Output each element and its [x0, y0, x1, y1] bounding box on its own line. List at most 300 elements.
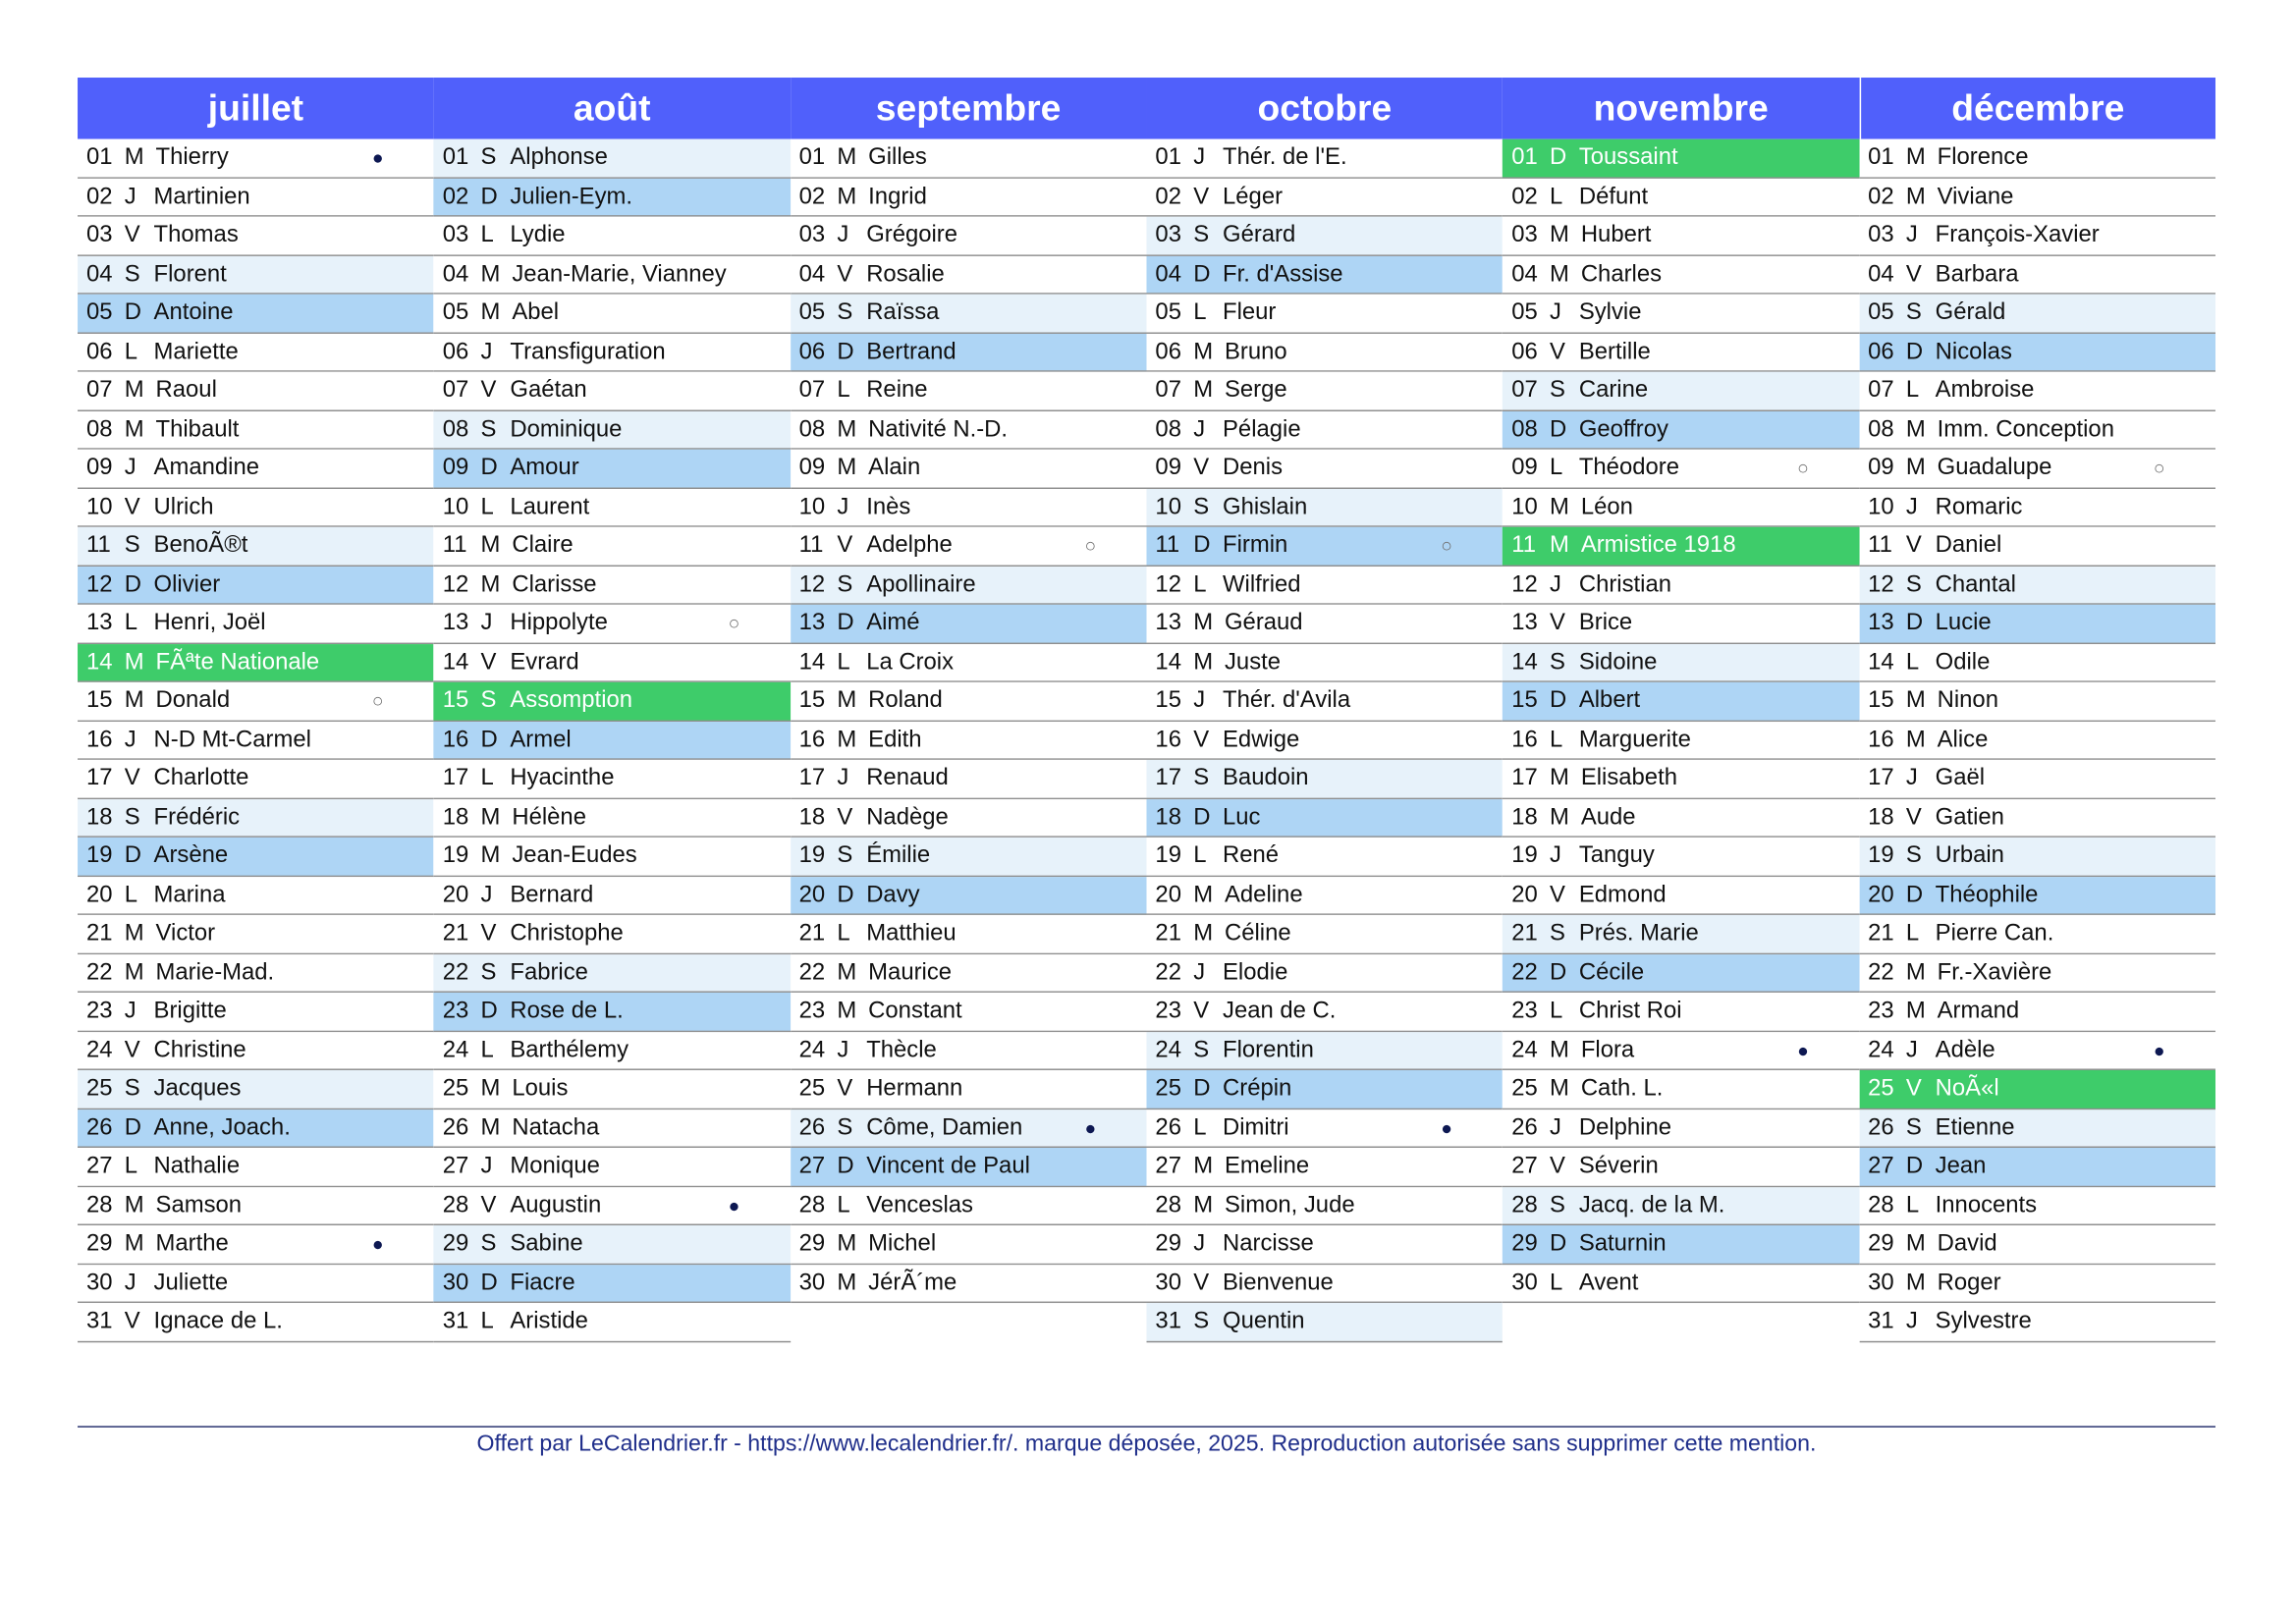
day-row	[1503, 488, 1859, 527]
weekday-letter: M	[1193, 610, 1214, 636]
saint-name: Ninon	[1937, 687, 1998, 714]
day-number: 31	[85, 1309, 113, 1334]
weekday-letter: M	[837, 184, 857, 209]
weekday-letter: L	[1193, 299, 1207, 326]
day-row	[1503, 566, 1859, 605]
weekday-letter: L	[480, 494, 494, 519]
saint-name: Léon	[1580, 494, 1633, 519]
day-row	[1146, 838, 1503, 877]
day-row	[791, 605, 1147, 644]
saint-name: Edith	[868, 727, 922, 752]
day-number: 09	[798, 455, 826, 481]
day-number: 30	[1868, 1270, 1894, 1295]
day-row	[78, 798, 434, 838]
day-number: 20	[1511, 882, 1538, 907]
day-row	[1503, 410, 1859, 450]
saint-name: Urbain	[1935, 842, 2004, 869]
day-number: 29	[442, 1230, 469, 1257]
day-number: 22	[798, 959, 826, 985]
saint-name: Ignace de L.	[153, 1309, 283, 1334]
day-number: 03	[1511, 222, 1538, 247]
month-column	[434, 78, 791, 1351]
weekday-letter: V	[837, 261, 853, 287]
day-row	[434, 876, 791, 915]
day-row	[1503, 953, 1859, 993]
saint-name: Adèle	[1935, 1037, 1995, 1062]
day-row	[1146, 605, 1503, 644]
weekday-letter: S	[1550, 649, 1565, 675]
day-number: 05	[442, 299, 469, 326]
saint-name: Davy	[866, 882, 920, 907]
saint-name: Gaël	[1935, 765, 1986, 791]
weekday-letter: V	[1193, 998, 1210, 1024]
day-row	[434, 798, 791, 838]
weekday-letter: M	[1905, 687, 1926, 714]
day-row	[434, 333, 791, 372]
day-row	[1146, 721, 1503, 760]
day-row	[1859, 721, 2215, 760]
day-row	[1859, 178, 2215, 217]
weekday-letter: V	[480, 649, 497, 675]
day-number: 19	[798, 842, 826, 869]
weekday-letter: V	[124, 765, 140, 791]
day-number: 12	[1511, 571, 1538, 597]
saint-name: JérÃ´me	[868, 1270, 957, 1295]
day-row	[1503, 1265, 1859, 1304]
day-number: 11	[1155, 532, 1180, 559]
weekday-letter: L	[837, 649, 850, 675]
day-row	[78, 1187, 434, 1226]
saint-name: Constant	[868, 998, 962, 1024]
day-number: 28	[442, 1192, 469, 1217]
saint-name: Fabrice	[510, 959, 588, 985]
day-row	[791, 372, 1147, 411]
day-row	[791, 838, 1147, 877]
day-number: 05	[85, 299, 113, 326]
day-number: 15	[1155, 687, 1181, 714]
saint-name: Etienne	[1935, 1114, 2015, 1140]
new-moon-icon: ●	[1441, 1115, 1453, 1139]
day-row	[1859, 682, 2215, 722]
day-number: 14	[1868, 649, 1894, 675]
weekday-letter: J	[1193, 687, 1206, 714]
day-number: 27	[442, 1153, 469, 1179]
saint-name: Gérard	[1223, 222, 1296, 247]
weekday-letter: M	[837, 1270, 857, 1295]
saint-name: Hyacinthe	[510, 765, 615, 791]
weekday-letter: S	[837, 571, 853, 597]
saint-name: Viviane	[1937, 184, 2014, 209]
weekday-letter: V	[1905, 1075, 1922, 1102]
saint-name: Ulrich	[153, 494, 214, 519]
day-row	[78, 605, 434, 644]
day-row	[1146, 255, 1503, 295]
weekday-letter: M	[1550, 1037, 1569, 1062]
day-number: 29	[85, 1230, 113, 1257]
day-row	[78, 643, 434, 682]
weekday-letter: V	[480, 920, 497, 947]
saint-name: Victor	[155, 920, 216, 947]
day-row	[1146, 527, 1503, 567]
day-number: 07	[1511, 377, 1538, 404]
day-number: 02	[1868, 184, 1894, 209]
saint-name: Thér. d'Avila	[1223, 687, 1351, 714]
day-row	[78, 915, 434, 954]
day-row	[1859, 488, 2215, 527]
saint-name: Marie-Mad.	[155, 959, 275, 985]
saint-name: Christophe	[510, 920, 624, 947]
saint-name: Marthe	[155, 1230, 229, 1257]
day-row	[78, 372, 434, 411]
saint-name: Thomas	[153, 222, 239, 247]
weekday-letter: S	[1193, 1309, 1210, 1334]
day-number: 01	[1155, 144, 1181, 170]
day-row	[791, 953, 1147, 993]
day-number: 03	[1868, 222, 1894, 247]
day-number: 04	[442, 261, 469, 287]
day-number: 21	[442, 920, 469, 947]
day-number: 14	[442, 649, 469, 675]
day-number: 09	[1868, 455, 1894, 481]
weekday-letter: M	[837, 687, 857, 714]
weekday-letter: M	[837, 959, 857, 985]
day-row	[791, 178, 1147, 217]
day-row	[1503, 450, 1859, 489]
day-row	[1146, 139, 1503, 179]
day-number: 22	[1511, 959, 1538, 985]
day-number: 26	[1868, 1114, 1894, 1140]
day-row	[1503, 1187, 1859, 1226]
day-row	[791, 139, 1147, 179]
day-row	[434, 178, 791, 217]
weekday-letter: J	[837, 1037, 849, 1062]
weekday-letter: S	[480, 416, 497, 442]
saint-name: Gatien	[1935, 804, 2004, 830]
saint-name: Juste	[1225, 649, 1282, 675]
weekday-letter: V	[1193, 1270, 1210, 1295]
day-number: 18	[1868, 804, 1894, 830]
weekday-letter: M	[124, 920, 144, 947]
saint-name: Jacques	[153, 1075, 242, 1102]
day-number: 16	[798, 727, 826, 752]
saint-name: Julien-Eym.	[510, 184, 633, 209]
day-row	[1146, 1070, 1503, 1109]
footer-divider	[78, 1426, 2215, 1427]
saint-name: Alain	[868, 455, 921, 481]
day-row	[1859, 1303, 2215, 1342]
saint-name: Amour	[510, 455, 579, 481]
day-row	[791, 1070, 1147, 1109]
day-row	[1859, 605, 2215, 644]
month-column	[1859, 78, 2215, 1351]
saint-name: Brigitte	[153, 998, 227, 1024]
day-number: 31	[442, 1309, 469, 1334]
day-number: 27	[85, 1153, 113, 1179]
day-number: 03	[442, 222, 469, 247]
day-row	[434, 527, 791, 567]
saint-name: Ghislain	[1223, 494, 1308, 519]
day-number: 01	[85, 144, 113, 170]
full-moon-icon: ○	[1797, 457, 1809, 479]
day-row	[791, 450, 1147, 489]
day-number: 30	[1511, 1270, 1538, 1295]
day-number: 25	[1511, 1075, 1538, 1102]
day-row	[434, 139, 791, 179]
saint-name: Christ Roi	[1578, 998, 1682, 1024]
saint-name: Côme, Damien	[866, 1114, 1023, 1140]
day-row	[78, 217, 434, 256]
weekday-letter: M	[837, 727, 857, 752]
saint-name: Elisabeth	[1580, 765, 1677, 791]
day-number: 10	[442, 494, 469, 519]
day-number: 18	[85, 804, 113, 830]
day-row	[78, 1303, 434, 1342]
new-moon-icon: ●	[1797, 1038, 1809, 1061]
day-row	[791, 1187, 1147, 1226]
weekday-letter: J	[1905, 1309, 1918, 1334]
day-row	[1146, 798, 1503, 838]
weekday-letter: J	[480, 610, 493, 636]
day-row	[1859, 838, 2215, 877]
weekday-letter: M	[1550, 494, 1569, 519]
day-number: 28	[1868, 1192, 1894, 1217]
day-number: 21	[1511, 920, 1538, 947]
weekday-letter: M	[1550, 765, 1569, 791]
saint-name: David	[1937, 1230, 1997, 1257]
day-row	[1146, 682, 1503, 722]
day-number: 20	[442, 882, 469, 907]
weekday-letter: V	[837, 532, 853, 559]
day-row	[1859, 1031, 2215, 1070]
weekday-letter: V	[124, 222, 140, 247]
day-number: 07	[1868, 377, 1894, 404]
weekday-letter: V	[1550, 1153, 1565, 1179]
weekday-letter: M	[1550, 261, 1569, 287]
weekday-letter: S	[1193, 494, 1210, 519]
weekday-letter: D	[480, 998, 498, 1024]
saint-name: Maurice	[868, 959, 953, 985]
weekday-letter: J	[1905, 222, 1918, 247]
weekday-letter: D	[837, 610, 854, 636]
weekday-letter: D	[1550, 959, 1567, 985]
day-number: 12	[798, 571, 826, 597]
day-number: 26	[442, 1114, 469, 1140]
day-row	[1859, 798, 2215, 838]
saint-name: Serge	[1225, 377, 1287, 404]
day-row	[1859, 643, 2215, 682]
weekday-letter: L	[1193, 842, 1207, 869]
day-row	[791, 721, 1147, 760]
weekday-letter: M	[1193, 649, 1214, 675]
day-number: 22	[85, 959, 113, 985]
day-row	[1859, 255, 2215, 295]
weekday-letter: S	[124, 804, 140, 830]
saint-name: Armel	[510, 727, 572, 752]
weekday-letter: J	[480, 882, 493, 907]
weekday-letter: S	[1550, 377, 1565, 404]
weekday-letter: M	[480, 532, 501, 559]
day-row	[434, 217, 791, 256]
day-number: 11	[442, 532, 467, 559]
saint-name: Céline	[1225, 920, 1291, 947]
day-number: 03	[85, 222, 113, 247]
weekday-letter: J	[1905, 765, 1918, 791]
day-row	[78, 682, 434, 722]
month-header: novembre	[1503, 78, 1859, 139]
weekday-letter: D	[837, 882, 854, 907]
weekday-letter: M	[1193, 882, 1214, 907]
month-column	[1503, 78, 1859, 1351]
saint-name: Ingrid	[868, 184, 927, 209]
saint-name: Grégoire	[866, 222, 958, 247]
saint-name: Antoine	[153, 299, 234, 326]
saint-name: Gérald	[1935, 299, 2006, 326]
day-row	[434, 838, 791, 877]
saint-name: Flora	[1580, 1037, 1635, 1062]
weekday-letter: S	[480, 687, 497, 714]
day-number: 01	[798, 144, 826, 170]
saint-name: Clarisse	[512, 571, 597, 597]
day-row	[1503, 798, 1859, 838]
saint-name: Arsène	[153, 842, 229, 869]
weekday-letter: S	[480, 959, 497, 985]
day-row	[1146, 333, 1503, 372]
day-number: 29	[1155, 1230, 1181, 1257]
weekday-letter: L	[124, 1153, 138, 1179]
day-row	[1503, 1225, 1859, 1265]
saint-name: Saturnin	[1578, 1230, 1667, 1257]
weekday-letter: S	[1905, 1114, 1922, 1140]
day-row	[78, 450, 434, 489]
saint-name: Odile	[1935, 649, 1991, 675]
weekday-letter: J	[124, 998, 137, 1024]
weekday-letter: M	[480, 571, 501, 597]
saint-name: Evrard	[510, 649, 579, 675]
day-row	[434, 1109, 791, 1148]
weekday-letter: M	[837, 1230, 857, 1257]
saint-name: Thibault	[155, 416, 240, 442]
day-row	[791, 682, 1147, 722]
saint-name: BenoÃ®t	[153, 532, 248, 559]
saint-name: Adelphe	[866, 532, 953, 559]
saint-name: Tanguy	[1578, 842, 1655, 869]
day-number: 04	[1868, 261, 1894, 287]
weekday-letter: M	[124, 144, 144, 170]
saint-name: Nativité N.-D.	[868, 416, 1009, 442]
saint-name: Armand	[1937, 998, 2020, 1024]
saint-name: Raïssa	[866, 299, 940, 326]
weekday-letter: L	[1550, 727, 1563, 752]
day-row	[78, 1031, 434, 1070]
day-row	[1859, 1265, 2215, 1304]
saint-name: Hermann	[866, 1075, 963, 1102]
day-row	[1503, 139, 1859, 179]
saint-name: Guadalupe	[1937, 455, 2052, 481]
weekday-letter: M	[837, 416, 857, 442]
day-row	[1503, 1070, 1859, 1109]
day-number: 01	[1868, 144, 1894, 170]
full-moon-icon: ○	[2153, 457, 2165, 479]
day-row	[1503, 760, 1859, 799]
weekday-letter: D	[1193, 532, 1211, 559]
saint-name: Denis	[1223, 455, 1284, 481]
day-number: 13	[798, 610, 826, 636]
month-column	[791, 78, 1147, 1351]
day-row	[1859, 876, 2215, 915]
weekday-letter: M	[124, 959, 144, 985]
day-number: 13	[85, 610, 113, 636]
saint-name: Hippolyte	[510, 610, 608, 636]
saint-name: Romaric	[1935, 494, 2023, 519]
saint-name: Émilie	[866, 842, 931, 869]
day-row	[791, 410, 1147, 450]
month-header: décembre	[1859, 78, 2215, 139]
day-number: 18	[798, 804, 826, 830]
day-row	[1146, 1031, 1503, 1070]
weekday-letter: M	[1905, 416, 1926, 442]
weekday-letter: D	[1550, 1230, 1567, 1257]
saint-name: Léger	[1223, 184, 1284, 209]
day-row	[78, 1109, 434, 1148]
saint-name: Théodore	[1578, 455, 1679, 481]
saint-name: Claire	[512, 532, 574, 559]
month-column	[1146, 78, 1503, 1351]
day-number: 13	[1868, 610, 1894, 636]
saint-name: Nadège	[866, 804, 949, 830]
day-number: 04	[85, 261, 113, 287]
weekday-letter: S	[1550, 1192, 1565, 1217]
saint-name: Venceslas	[866, 1192, 973, 1217]
day-number: 23	[1155, 998, 1181, 1024]
weekday-letter: L	[1550, 184, 1563, 209]
day-row	[1503, 721, 1859, 760]
day-row	[1503, 838, 1859, 877]
day-number: 08	[798, 416, 826, 442]
saint-name: Adeline	[1225, 882, 1303, 907]
day-number: 02	[85, 184, 113, 209]
saint-name: Quentin	[1223, 1309, 1305, 1334]
full-moon-icon: ○	[1441, 534, 1453, 557]
saint-name: Bertrand	[866, 339, 957, 364]
day-number: 10	[798, 494, 826, 519]
day-row	[1859, 1225, 2215, 1265]
day-row	[434, 1265, 791, 1304]
saint-name: Dimitri	[1223, 1114, 1289, 1140]
day-number: 28	[1511, 1192, 1538, 1217]
weekday-letter: S	[1905, 571, 1922, 597]
day-number: 29	[1868, 1230, 1894, 1257]
month-header: septembre	[791, 78, 1147, 139]
saint-name: Cécile	[1578, 959, 1645, 985]
weekday-letter: M	[480, 299, 501, 326]
day-number: 15	[85, 687, 113, 714]
day-row	[1146, 876, 1503, 915]
weekday-letter: V	[1193, 455, 1210, 481]
day-row	[434, 1031, 791, 1070]
day-number: 16	[1155, 727, 1181, 752]
day-number: 15	[1511, 687, 1538, 714]
saint-name: Natacha	[512, 1114, 600, 1140]
day-number: 25	[1868, 1075, 1894, 1102]
saint-name: Aristide	[510, 1309, 588, 1334]
day-row	[791, 333, 1147, 372]
day-number: 19	[1868, 842, 1894, 869]
weekday-letter: M	[124, 649, 144, 675]
day-number: 26	[798, 1114, 826, 1140]
saint-name: Louis	[512, 1075, 569, 1102]
day-number: 19	[1511, 842, 1538, 869]
weekday-letter: D	[837, 1153, 854, 1179]
